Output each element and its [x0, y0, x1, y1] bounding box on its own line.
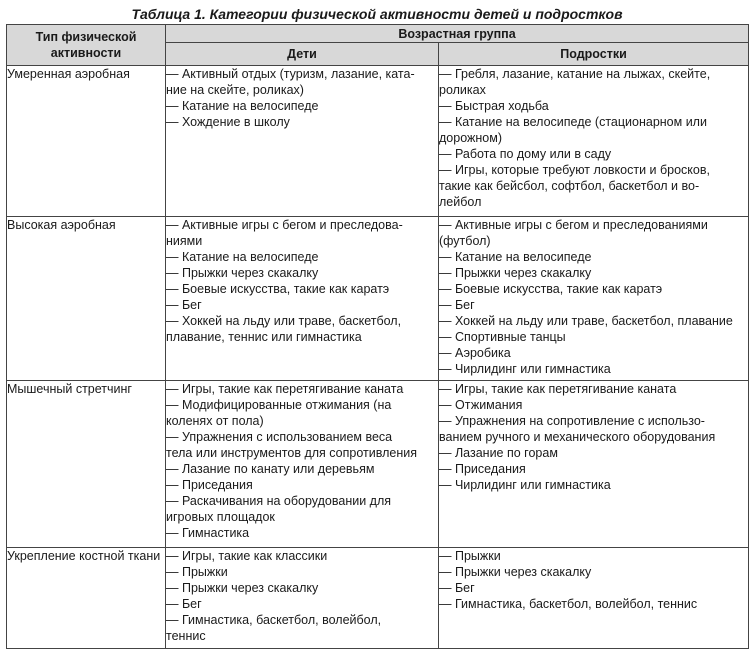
activity-line: — Аэробика [439, 346, 511, 360]
activity-line: — Активные игры с бегом и преследова- [166, 218, 403, 232]
children-activities-cell [166, 548, 439, 649]
activity-line: — Бег [166, 597, 202, 611]
activity-line: теннис [166, 629, 206, 643]
activity-line: такие как бейсбол, софтбол, баскетбол и во- [439, 179, 700, 193]
activity-line: плавание, теннис или гимнастика [166, 330, 362, 344]
children-activities-cell [166, 217, 439, 381]
activity-line: — Хождение в школу [166, 115, 290, 129]
adolescents-activities-cell [439, 66, 749, 217]
activity-line: — Катание на велосипеде [166, 250, 319, 264]
table-row [7, 217, 749, 381]
activity-line: — Хоккей на льду или траве, баскетбол, плавание [439, 314, 733, 328]
activity-line: — Игры, такие как перетягивание каната [439, 382, 677, 396]
activity-line: — Гимнастика, баскетбол, волейбол, теннис [439, 597, 698, 611]
activity-line: — Раскачивания на оборудовании для [166, 494, 392, 508]
activity-line: — Лазание по канату или деревьям [166, 462, 375, 476]
table-caption: Таблица 1. Категории физической активности детей и подростков [131, 6, 623, 22]
activity-line: ние на скейте, роликах) [166, 83, 304, 97]
activity-line: — Упражнения на сопротивление с использо- [439, 414, 705, 428]
activity-line: — Гребля, лазание, катание на лыжах, скейте, [439, 67, 711, 81]
activity-line: — Боевые искусства, такие как каратэ [166, 282, 390, 296]
activity-line: — Игры, такие как перетягивание каната [166, 382, 404, 396]
activity-line: дорожном) [439, 131, 502, 145]
activity-line: — Бег [439, 581, 475, 595]
activity-line: (футбол) [439, 234, 491, 248]
table-row [7, 381, 749, 548]
activity-line: — Игры, которые требуют ловкости и бросков, [439, 163, 710, 177]
header-age-group: Возрастная группа [166, 25, 749, 43]
activity-line: — Боевые искусства, такие как каратэ [439, 282, 663, 296]
activity-line: — Чирлидинг или гимнастика [439, 362, 611, 376]
activity-line: лейбол [439, 195, 482, 209]
activity-categories-table [6, 24, 749, 649]
activity-line: — Чирлидинг или гимнастика [439, 478, 611, 492]
activity-line: — Прыжки через скакалку [166, 266, 319, 280]
activity-line: коленях от пола) [166, 414, 264, 428]
header-children: Дети [166, 43, 439, 66]
activity-line: — Хоккей на льду или траве, баскетбол, [166, 314, 402, 328]
activity-type-cell: Укрепление костной ткани [7, 548, 166, 649]
activity-type-cell: Мышечный стретчинг [7, 381, 166, 548]
activity-line: — Активные игры с бегом и преследованиями [439, 218, 708, 232]
activity-type-cell: Высокая аэробная [7, 217, 166, 381]
activity-line: — Катание на велосипеде [439, 250, 592, 264]
adolescents-activities-cell [439, 217, 749, 381]
table-row [7, 66, 749, 217]
activity-line: — Прыжки [166, 565, 228, 579]
activity-line: — Прыжки [439, 549, 501, 563]
activity-line: — Игры, такие как классики [166, 549, 328, 563]
activity-line: — Прыжки через скакалку [439, 565, 592, 579]
activity-line: — Бег [439, 298, 475, 312]
activity-line: — Активный отдых (туризм, лазание, ката- [166, 67, 415, 81]
activity-line: — Отжимания [439, 398, 523, 412]
activity-line: — Гимнастика [166, 526, 250, 540]
activity-line: игровых площадок [166, 510, 275, 524]
header-activity-type: Тип физической активности [7, 25, 166, 66]
activity-line: — Прыжки через скакалку [439, 266, 592, 280]
activity-line: ванием ручного и механического оборудования [439, 430, 716, 444]
adolescents-activities-cell [439, 548, 749, 649]
activity-line: — Бег [166, 298, 202, 312]
table-row [7, 548, 749, 649]
activity-line: роликах [439, 83, 486, 97]
header-adolescents: Подростки [439, 43, 749, 66]
activity-type-cell: Умеренная аэробная [7, 66, 166, 217]
activity-line: тела или инструментов для сопротивления [166, 446, 417, 460]
activity-line: — Приседания [166, 478, 253, 492]
activity-line: — Гимнастика, баскетбол, волейбол, [166, 613, 382, 627]
activity-line: — Катание на велосипеде [166, 99, 319, 113]
activity-line: — Приседания [439, 462, 526, 476]
activity-line: — Прыжки через скакалку [166, 581, 319, 595]
adolescents-activities-cell [439, 381, 749, 548]
activity-line: — Работа по дому или в саду [439, 147, 612, 161]
activity-line: — Упражнения с использованием веса [166, 430, 393, 444]
children-activities-cell [166, 66, 439, 217]
activity-line: — Спортивные танцы [439, 330, 566, 344]
activity-line: — Катание на велосипеде (стационарном или [439, 115, 707, 129]
activity-line: — Модифицированные отжимания (на [166, 398, 392, 412]
children-activities-cell [166, 381, 439, 548]
activity-line: — Быстрая ходьба [439, 99, 549, 113]
activity-line: ниями [166, 234, 203, 248]
activity-line: — Лазание по горам [439, 446, 558, 460]
